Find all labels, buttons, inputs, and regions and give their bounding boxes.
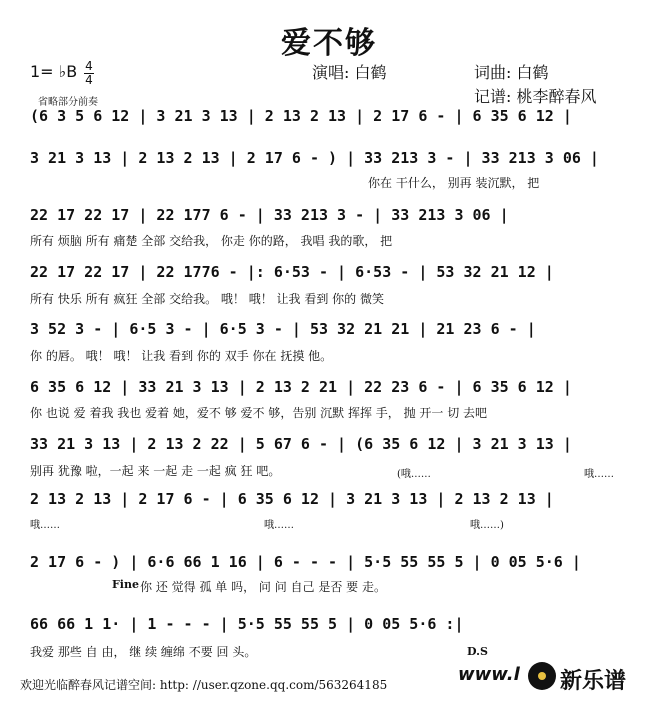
site-logo-brand: 新乐谱 bbox=[560, 669, 627, 694]
lyrics-row-2: 你在 干什么， 别再 装沉默， 把 bbox=[368, 176, 540, 190]
music-row-6: 6 35 6 12 | 33 21 3 13 | 2 13 2 21 | 22 23 6 - | 6 35 6 12 | bbox=[30, 378, 572, 396]
scat-row8-b: 哦…… bbox=[264, 520, 294, 531]
key-signature: 1= ♭B bbox=[30, 62, 78, 81]
time-signature-bottom: 4 bbox=[85, 73, 93, 87]
scat-row8-a: 哦…… bbox=[30, 520, 60, 531]
lyrics-row-4: 所有 快乐 所有 疯狂 全部 交给我。 哦！ 哦！ 让我 看到 你的 微笑 bbox=[30, 292, 384, 306]
record-icon bbox=[528, 662, 556, 690]
music-row-4: 22 17 22 17 | 22 1776 - |: 6·53 - | 6·53 - | 53 32 21 12 | bbox=[30, 263, 554, 281]
time-signature-top: 4 bbox=[85, 59, 93, 73]
lyrics-row-7: 别再 犹豫 啦，一起 来 一起 走 一起 疯 狂 吧。 bbox=[30, 464, 281, 478]
music-row-7: 33 21 3 13 | 2 13 2 22 | 5 67 6 - | (6 35 6 12 | 3 21 3 13 | bbox=[30, 435, 572, 453]
music-row-2: 3 21 3 13 | 2 13 2 13 | 2 17 6 - ) | 33 213 3 - | 33 213 3 06 | bbox=[30, 149, 599, 167]
site-logo-text: www.l bbox=[458, 664, 520, 685]
lyrics-row-9: 你 还 觉得 孤 单 吗， 问 问 自己 是否 要 走。 bbox=[140, 580, 386, 594]
music-row-1: (6 3 5 6 12 | 3 21 3 13 | 2 13 2 13 | 2 17 6 - | 6 35 6 12 | bbox=[30, 107, 572, 125]
composer-credit: 词曲: 白鹤 bbox=[474, 63, 549, 82]
fine-mark: Fine bbox=[112, 578, 139, 591]
intro-omitted-note: 省略部分前奏 bbox=[38, 97, 98, 108]
music-row-9: 2 17 6 - ) | 6·6 66 1 16 | 6 - - - | 5·5 55 55 5 | 0 05 5·6 | bbox=[30, 553, 581, 571]
lyrics-row-10: 我爱 那些 自 由， 继 续 缠绵 不要 回 头。 bbox=[30, 645, 257, 659]
footer-credit: 欢迎光临醉春风记谱空间: http: //user.qzone.qq.com/563264185 bbox=[20, 678, 388, 692]
music-row-3: 22 17 22 17 | 22 177 6 - | 33 213 3 - | 33 213 3 06 | bbox=[30, 206, 509, 224]
transcriber-credit: 记谱: 桃李醉春风 bbox=[474, 87, 597, 106]
singer-credit: 演唱: 白鹤 bbox=[312, 63, 387, 82]
music-row-5: 3 52 3 - | 6·5 3 - | 6·5 3 - | 53 32 21 21 | 21 23 6 - | bbox=[30, 320, 536, 338]
music-row-10: 66 66 1 1· | 1 - - - | 5·5 55 55 5 | 0 05 5·6 :| bbox=[30, 615, 464, 633]
ds-mark: D.S bbox=[467, 645, 488, 658]
lyrics-row-6: 你 也说 爱 着我 我也 爱着 她，爱不 够 爱不 够，告别 沉默 挥挥 手， 抛 开一 切 去吧 bbox=[30, 406, 488, 420]
music-row-8: 2 13 2 13 | 2 17 6 - | 6 35 6 12 | 3 21 3 13 | 2 13 2 13 | bbox=[30, 490, 554, 508]
scat-right: 哦…… bbox=[584, 469, 614, 480]
lyrics-row-3: 所有 烦脑 所有 痛楚 全部 交给我， 你走 你的路， 我唱 我的歌， 把 bbox=[30, 234, 393, 248]
time-signature bbox=[84, 60, 94, 86]
scat-left: (哦…… bbox=[397, 469, 431, 480]
lyrics-row-5: 你 的唇。 哦！ 哦！ 让我 看到 你的 双手 你在 抚摸 他。 bbox=[30, 349, 333, 363]
song-title: 爱不够 bbox=[281, 26, 377, 61]
scat-row8-c: 哦……) bbox=[470, 520, 504, 531]
